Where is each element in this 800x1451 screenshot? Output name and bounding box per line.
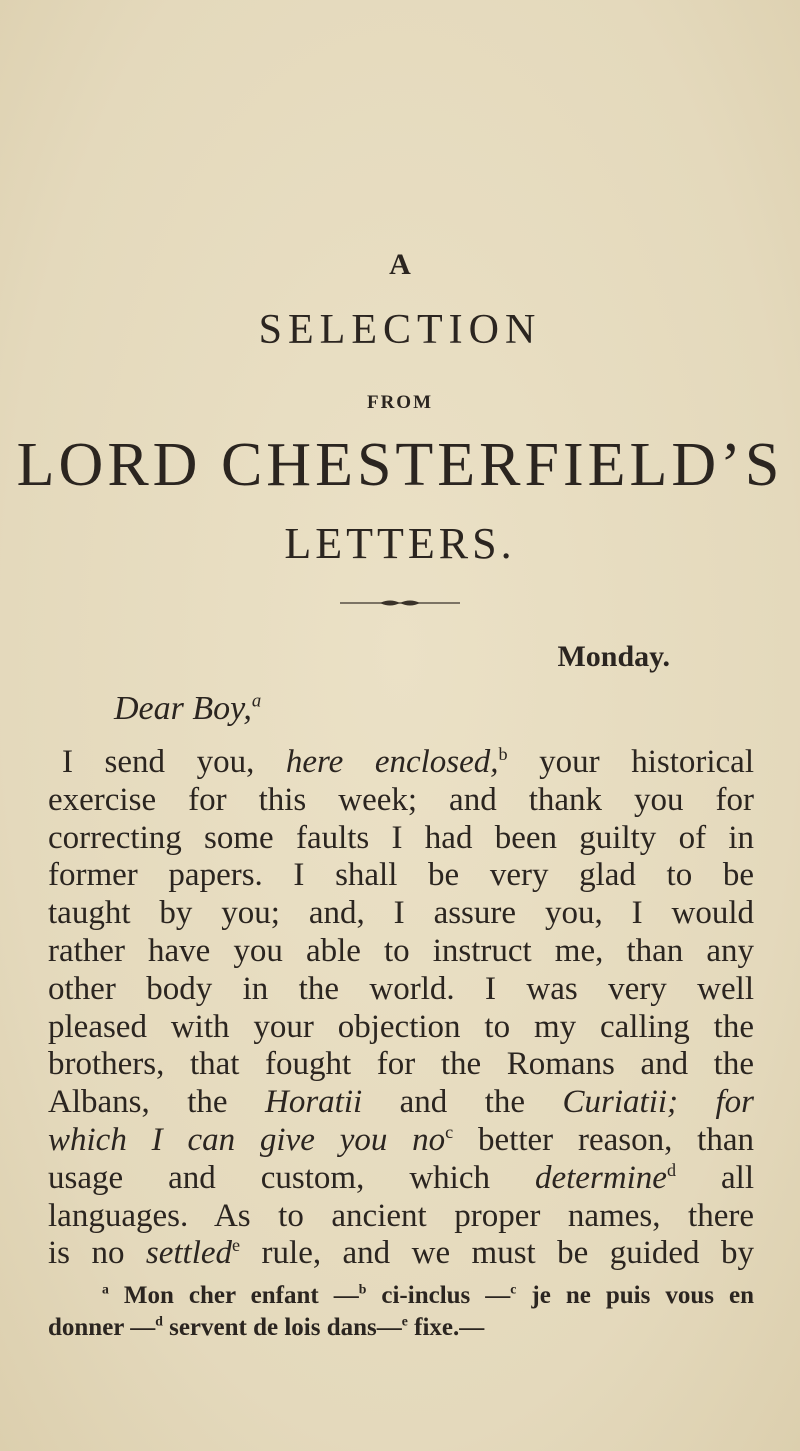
ornamental-rule	[340, 598, 460, 608]
footnote-note-marker: d	[155, 1313, 163, 1329]
letter-body-line: usage and custom, which determine$^d$ all	[48, 1159, 754, 1196]
letter-body-note-marker: d	[666, 1159, 677, 1180]
letter-body-line: taught by you; and, I assure you, I would	[48, 895, 754, 932]
letter-body-italic: Curiatii; for	[562, 1084, 755, 1121]
title-selection: SELECTION	[258, 307, 542, 353]
salutation-note-marker: a	[251, 690, 262, 712]
footnote-line: donner —$^d$ servent de lois dans—$^e$ fixe.—	[48, 1313, 485, 1341]
letter-body-italic: settled	[145, 1235, 233, 1272]
title-author: LORD CHESTERFIELD’S	[16, 431, 784, 499]
letter-body-note-marker: e	[232, 1235, 241, 1256]
letter-body-line: pleased with your objection to my calling the	[48, 1008, 754, 1045]
letter-body-line: languages. As to ancient proper names, there	[48, 1197, 754, 1234]
letter-body-line: which I can give you $no^c$ better reason, than	[48, 1121, 755, 1158]
salutation	[114, 690, 261, 728]
letter-body-note-marker: b	[498, 744, 508, 764]
footnote-note-marker: b	[358, 1281, 367, 1297]
letter-body-italic: here enclosed,	[285, 744, 499, 780]
letter-body-line: brothers, that fought for the Romans and the	[48, 1046, 754, 1083]
title-letters: LETTERS.	[284, 519, 516, 568]
footnote-note-marker: c	[510, 1281, 517, 1297]
letter-body-line: rather have you able to instruct me, than any	[48, 932, 754, 969]
footnote-line: $^a$ Mon cher enfant —$^b$ ci-inclus —$^c$ je ne puis vous en	[102, 1281, 754, 1309]
letter-body-line: Albans, the Horatii and the Curiatii; for	[48, 1084, 755, 1121]
letter-body	[48, 744, 754, 1273]
letter-body-line: other body in the world. I was very well	[48, 970, 754, 1007]
letter-body-line: correcting some faults I had been guilty of in	[48, 819, 754, 856]
letter-body-italic: which I can give you no	[48, 1121, 446, 1158]
letter-body-note-marker: c	[445, 1121, 454, 1142]
letter-body-line: former papers. I shall be very glad to be	[48, 857, 754, 894]
title-from: FROM	[366, 392, 434, 413]
footnotes	[48, 1280, 754, 1344]
footnote-note-marker: e	[401, 1313, 408, 1329]
letter-body-line: I send you, here enclosed,$^b$ your historical	[62, 744, 755, 780]
title-article: A	[389, 248, 411, 281]
salutation-text: Dear Boy,	[114, 690, 252, 727]
letter-body-italic: determine	[534, 1159, 667, 1196]
letter-day: Monday.	[557, 640, 670, 673]
letter-body-line: is no settled$^e$ rule, and we must be guided by	[48, 1235, 754, 1272]
footnote-note-marker: a	[102, 1281, 109, 1297]
letter-body-italic: Horatii	[264, 1084, 363, 1121]
letter-body-line: exercise for this week; and thank you for	[48, 781, 754, 818]
